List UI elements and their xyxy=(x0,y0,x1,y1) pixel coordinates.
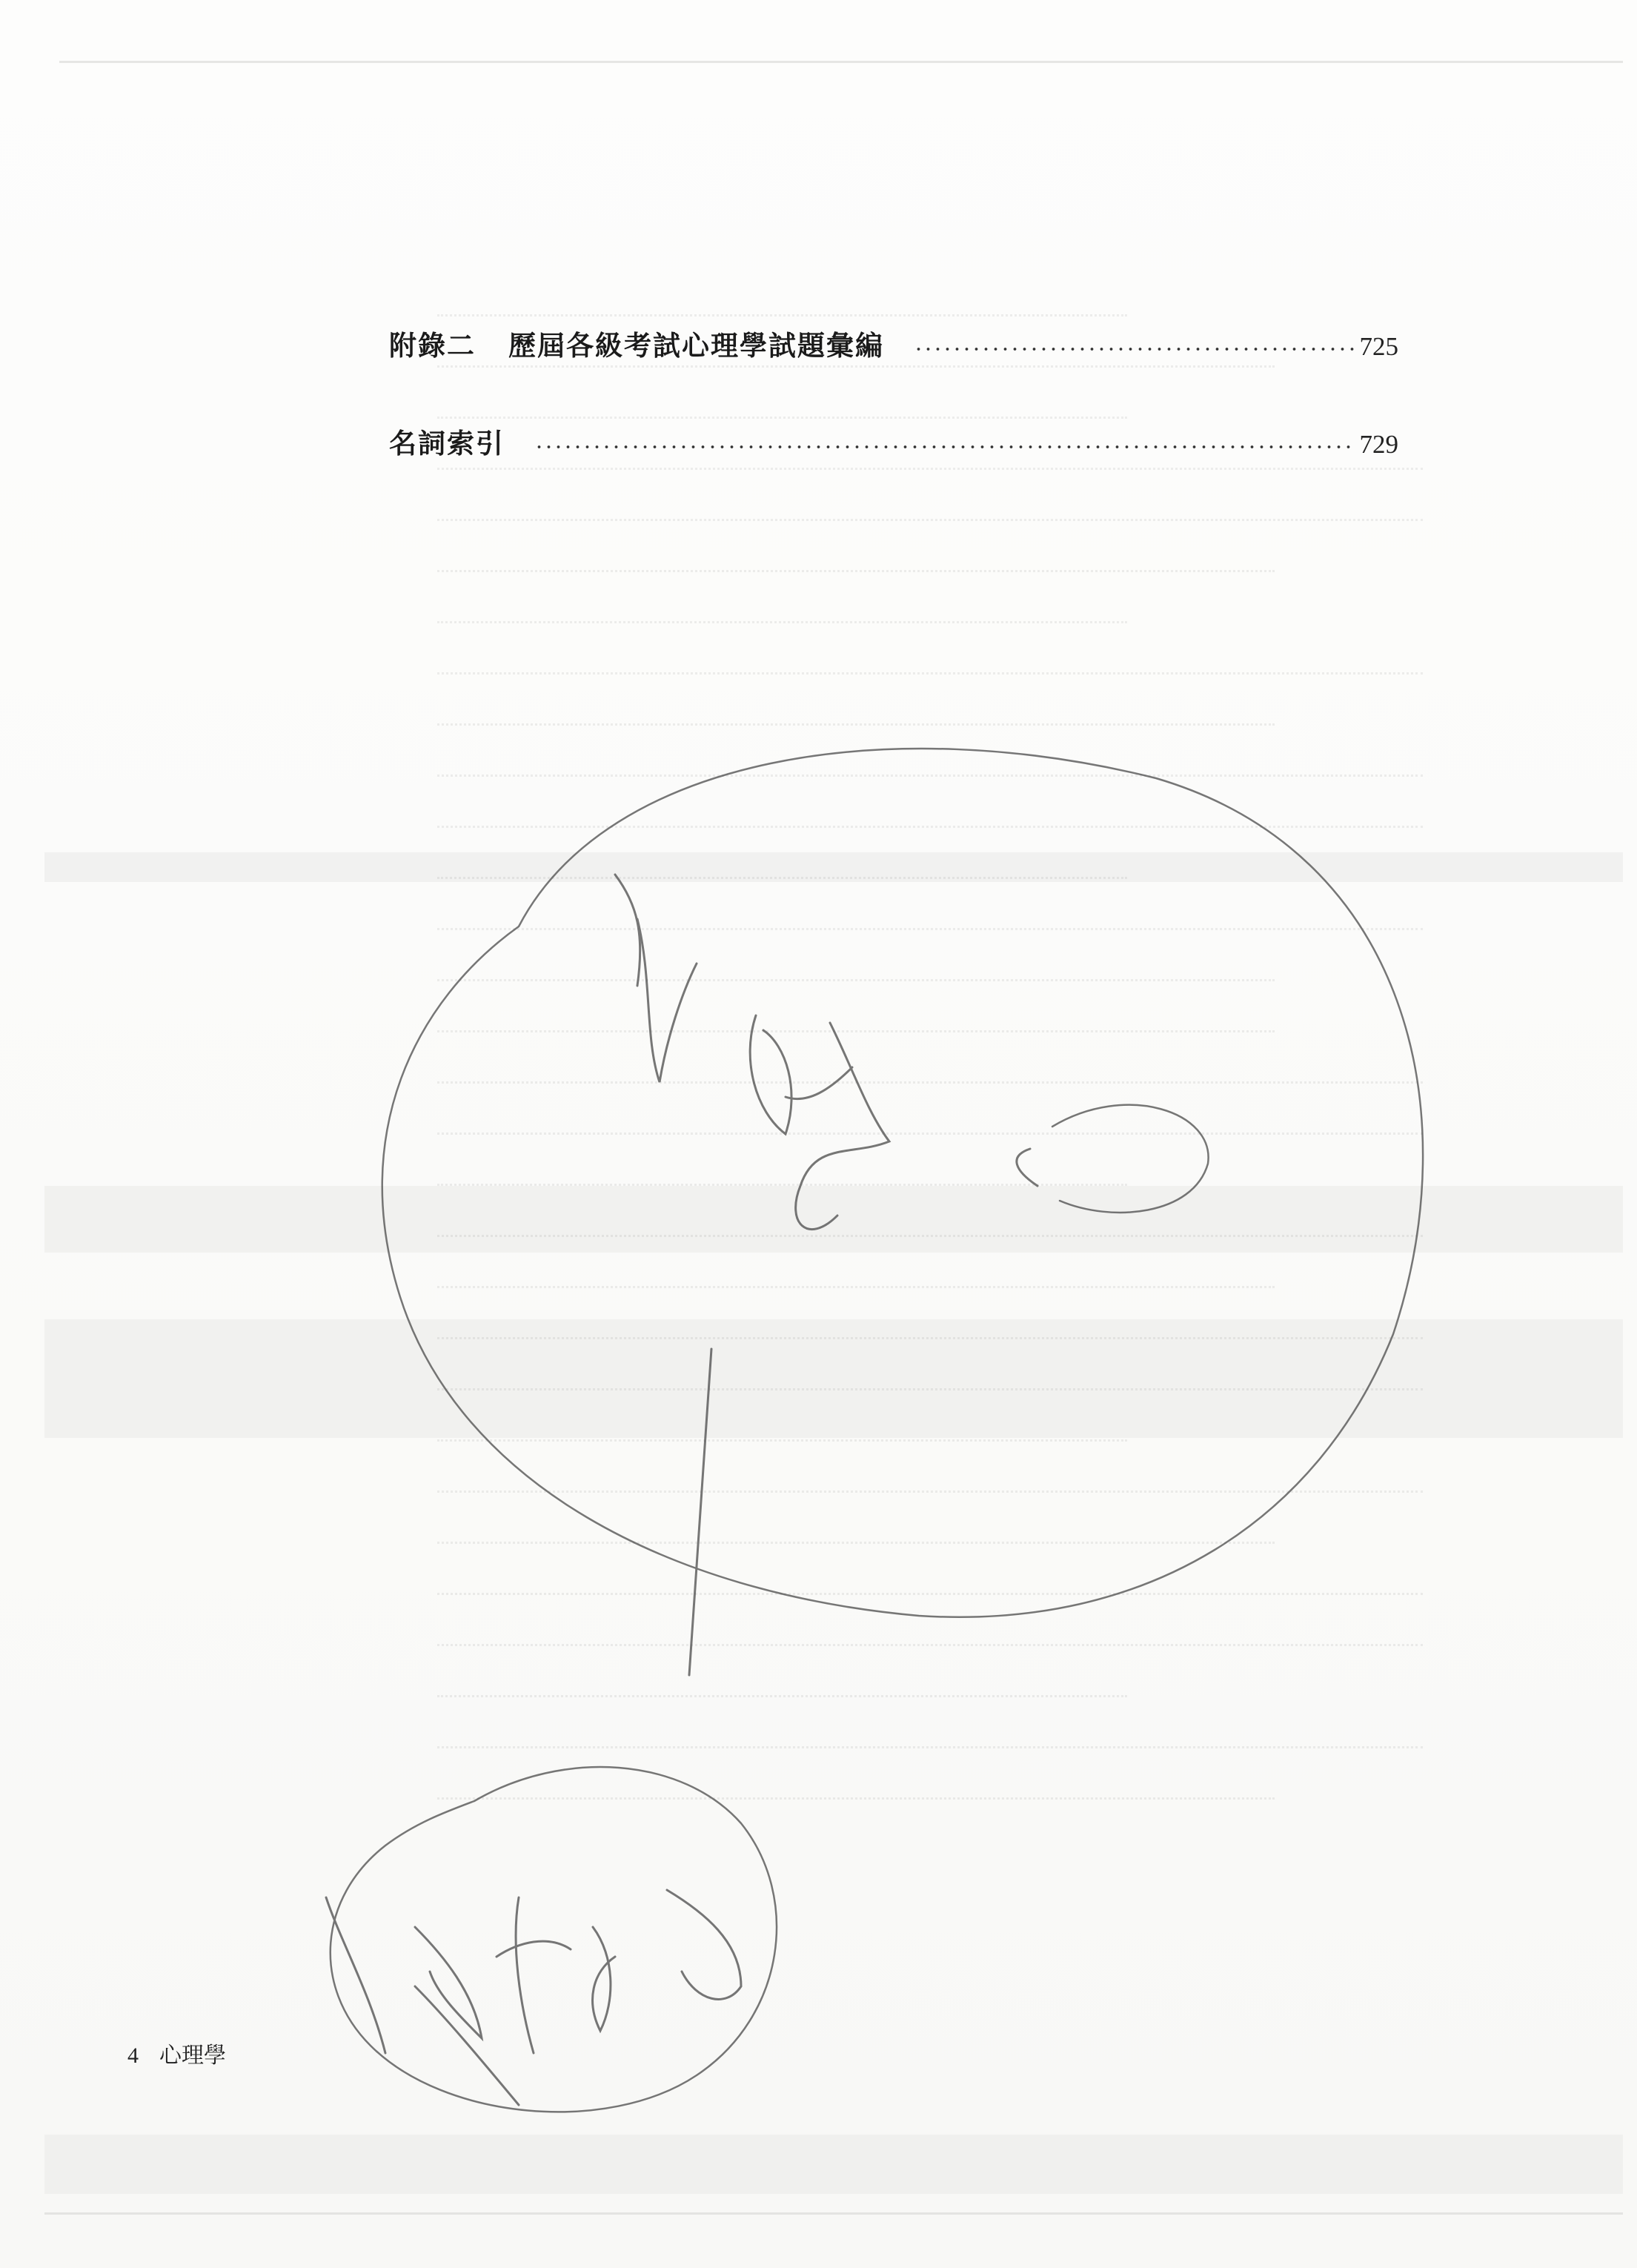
dot-leader xyxy=(534,445,1354,448)
top-scan-edge xyxy=(59,61,1623,63)
toc-page-number: 725 xyxy=(1359,332,1398,361)
toc-entry-text: 名詞索引 xyxy=(389,428,505,460)
dot-leader xyxy=(914,348,1354,351)
scan-band xyxy=(44,2135,1623,2194)
toc-entry-title xyxy=(389,323,884,363)
toc-entry-title xyxy=(389,421,505,461)
toc-page-number: 729 xyxy=(1359,430,1398,459)
reverse-page-bleed-through xyxy=(437,289,1423,1846)
toc-entry-index xyxy=(389,421,1398,461)
toc-entry-text: 歷屆各級考試心理學試題彙編 xyxy=(508,330,884,362)
bottom-scan-edge xyxy=(44,2212,1623,2215)
page-footer xyxy=(127,2037,226,2069)
book-title: 心理學 xyxy=(159,2043,226,2068)
toc-entry-label: 附錄二 xyxy=(389,330,476,362)
toc-entry-appendix-2 xyxy=(389,323,1398,363)
page-number: 4 xyxy=(127,2043,139,2068)
